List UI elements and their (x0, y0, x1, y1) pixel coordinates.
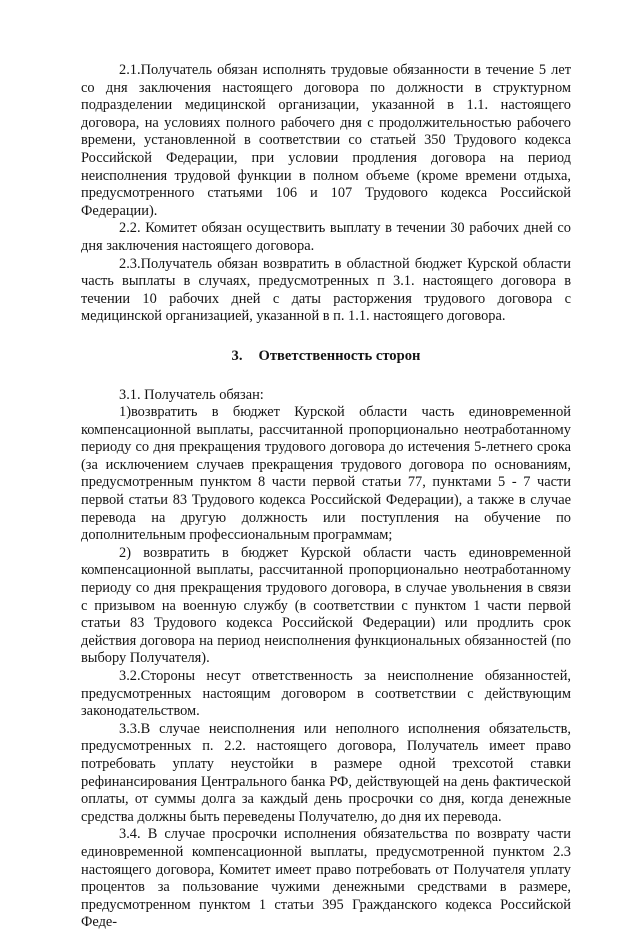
clause-2-2: 2.2. Комитет обязан осуществить выплату в течении 30 рабочих дней со дня заключения настоящего договора. (81, 220, 571, 254)
clause-3-3: 3.3.В случае неисполнения или неполного исполнения обязательств, предусмотренных п. 2.2. настоящего договора, Получатель имеет право потребовать уплату неустойки в размере одной трехсотой ставки рефинансирования Центрального банка РФ, действующей на день фактической оплаты, от суммы долга за каждый день просрочки со дня, когда денежные средства должны быть переведены Получателю, до дня их перевода. (81, 720, 571, 825)
clause-3-1-item-2: 2) возвратить в бюджет Курской области часть единовременной компенсационной выплаты, рассчитанной пропорционально неотработанному периоду со дня прекращения трудового договора, в случае увольнения в связи с призывом на военную службу (в соответствии с пунктом 1 части первой статьи 83 Трудового кодекса Российской Федерации) или продлить срок действия договора на период неисполнения функциональных обязанностей (по выбору Получателя). (81, 544, 571, 667)
section-3-heading (81, 348, 571, 366)
clause-3-1: 3.1. Получатель обязан: (119, 386, 264, 403)
section-3-title: Ответственность сторон (258, 347, 421, 364)
clause-3-1-item-1: 1)возвратить в бюджет Курской области часть единовременной компенсационной выплаты, рассчитанной пропорционально неотработанному периоду со дня прекращения трудового договора до истечения 5-летнего срока (за исключением случаев прекращения трудового договора по основаниям, предусмотренным пунктом 8 части первой статьи 77, пунктами 5 - 7 части первой статьи 83 Трудового кодекса Российской Федерации), а также в случае перевода на другую должность или поступления на обучение по дополнительным профессиональным программам; (81, 404, 571, 544)
clause-3-4: 3.4. В случае просрочки исполнения обязательства по возврату части единовременной компенсационной выплаты, предусмотренной пунктом 2.3 настоящего договора, Комитет имеет право потребовать от Получателя уплату процентов за пользование чужими денежными средствами в размере, предусмотренном пунктом 1 статьи 395 Гражданского кодекса Российской Феде- (81, 826, 571, 931)
clause-2-1: 2.1.Получатель обязан исполнять трудовые обязанности в течение 5 лет со дня заключения настоящего договора по должности в структурном подразделении медицинской организации, указанной в 1.1. настоящего договора, на условиях полного рабочего дня с продолжительностью рабочего времени, установленной в соответствии со статьей 350 Трудового кодекса Российской Федерации, при условии продления договора на период неисполнения трудовой функции в полном объеме (кроме времени отдыха, предусмотренного статьями 106 и 107 Трудового кодекса Российской Федерации). (81, 62, 571, 219)
clause-2-3: 2.3.Получатель обязан возвратить в областной бюджет Курской области часть выплаты в случаях, предусмотренных п 3.1. настоящего договора в течении 10 рабочих дней с даты расторжения трудового договора с медицинской организацией, указанной в п. 1.1. настоящего договора. (81, 255, 571, 325)
clause-3-2: 3.2.Стороны несут ответственность за неисполнение обязанностей, предусмотренных настоящим договором в соответствии с действующим законодательством. (81, 668, 571, 720)
section-3-number: 3. (231, 347, 243, 364)
